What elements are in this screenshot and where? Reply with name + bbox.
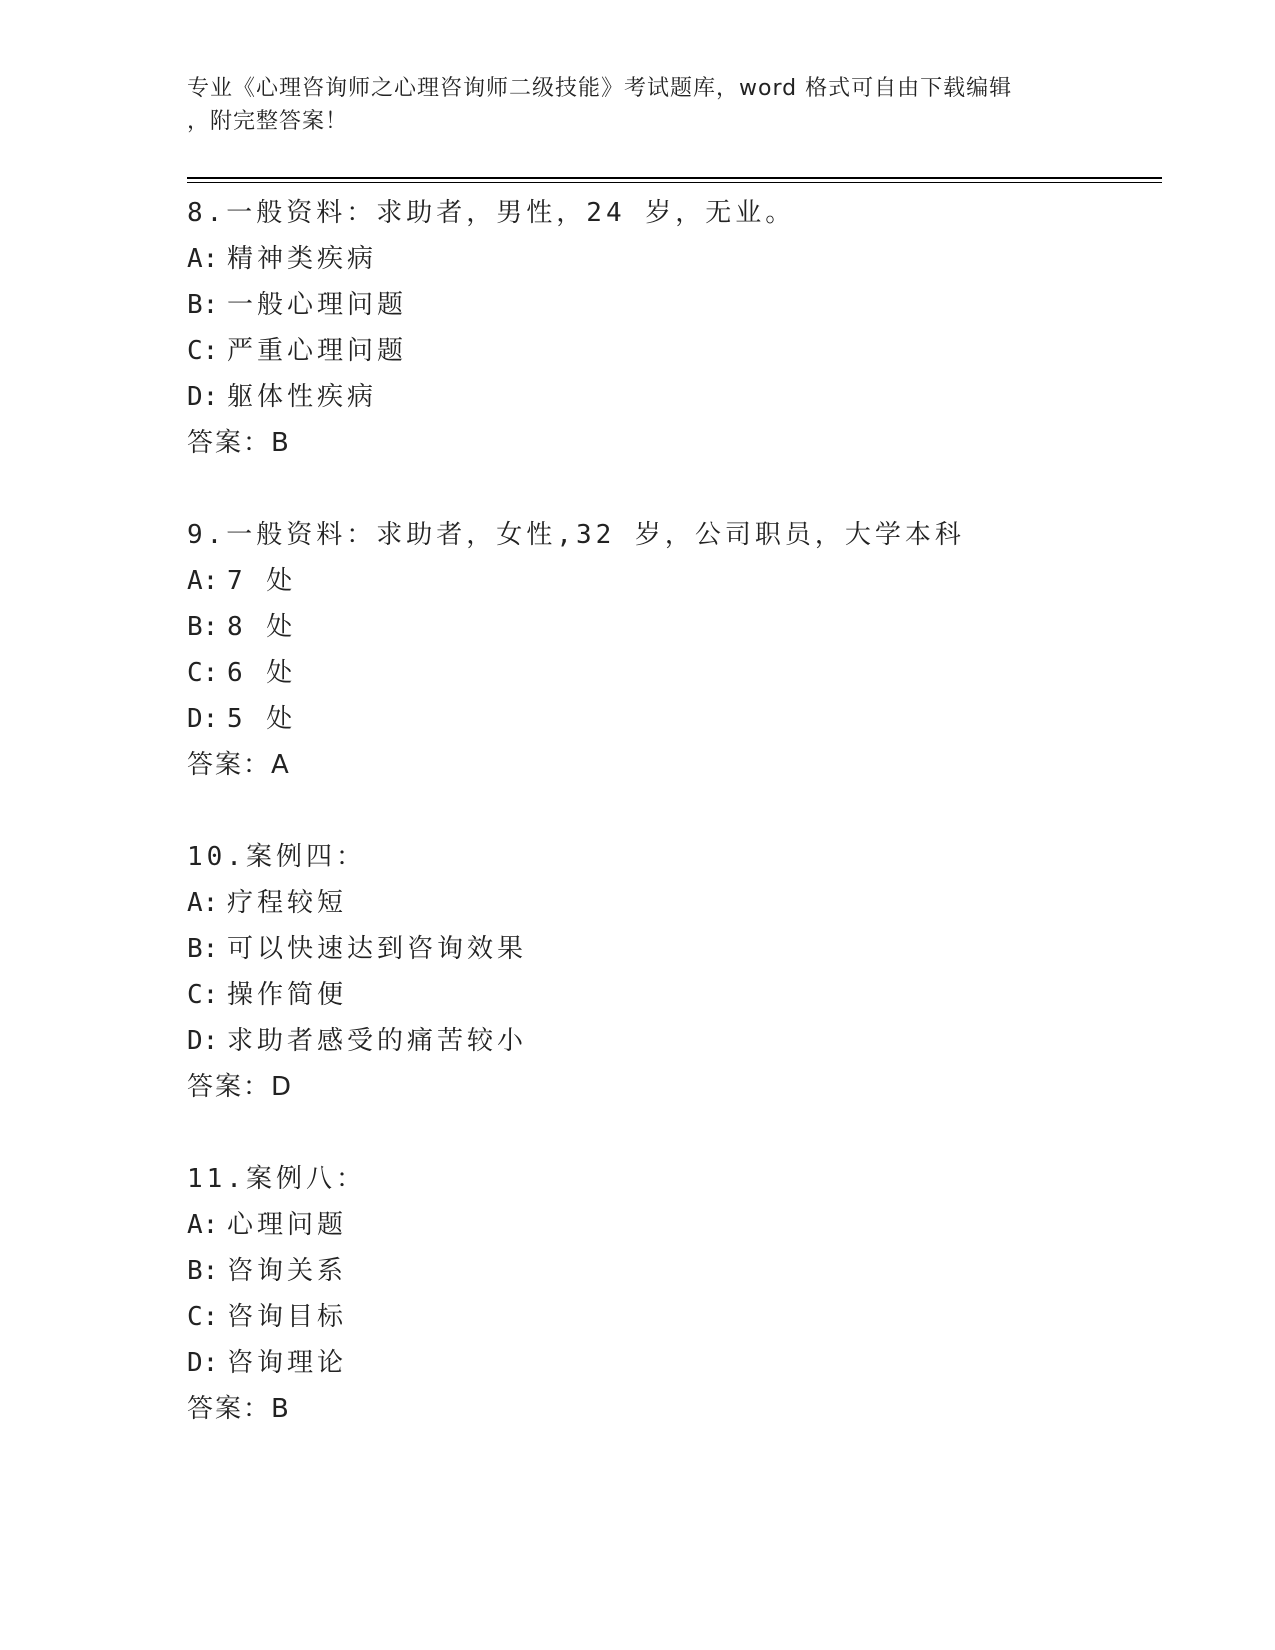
option-letter: B: bbox=[187, 612, 219, 642]
option-c bbox=[187, 328, 1147, 374]
option-letter: B: bbox=[187, 1256, 219, 1286]
option-text: 求助者感受的痛苦较小 bbox=[227, 1026, 528, 1056]
question-10 bbox=[187, 834, 1147, 1110]
option-a bbox=[187, 880, 1147, 926]
document-header bbox=[187, 72, 1087, 138]
option-text: 精神类疾病 bbox=[227, 244, 378, 274]
option-letter: B: bbox=[187, 934, 219, 964]
header-line-1: 专业《心理咨询师之心理咨询师二级技能》考试题库，word 格式可自由下载编辑 bbox=[187, 76, 1013, 101]
answer-line: 答案：B bbox=[187, 1394, 291, 1424]
question-stem: 9.一般资料：求助者，女性,32 岁，公司职员，大学本科 bbox=[187, 520, 965, 550]
option-text: 严重心理问题 bbox=[227, 336, 408, 366]
option-b bbox=[187, 604, 1147, 650]
option-text: 6 处 bbox=[227, 658, 297, 688]
option-text: 可以快速达到咨询效果 bbox=[227, 934, 528, 964]
option-d bbox=[187, 1340, 1147, 1386]
question-stem: 10.案例四： bbox=[187, 842, 366, 872]
header-divider-thick bbox=[187, 177, 1162, 179]
option-text: 一般心理问题 bbox=[227, 290, 408, 320]
option-c bbox=[187, 1294, 1147, 1340]
header-line-2: ，附完整答案！ bbox=[187, 109, 349, 134]
option-letter: B: bbox=[187, 290, 219, 320]
option-a bbox=[187, 1202, 1147, 1248]
option-d bbox=[187, 374, 1147, 420]
option-letter: D: bbox=[187, 1348, 219, 1378]
option-text: 8 处 bbox=[227, 612, 297, 642]
option-letter: A: bbox=[187, 1210, 219, 1240]
option-letter: A: bbox=[187, 244, 219, 274]
answer-line: 答案：A bbox=[187, 750, 291, 780]
option-text: 躯体性疾病 bbox=[227, 382, 378, 412]
option-a bbox=[187, 236, 1147, 282]
header-divider-thin bbox=[187, 182, 1162, 183]
option-text: 疗程较短 bbox=[227, 888, 348, 918]
option-a bbox=[187, 558, 1147, 604]
option-c bbox=[187, 650, 1147, 696]
question-8 bbox=[187, 190, 1147, 466]
option-b bbox=[187, 282, 1147, 328]
option-letter: A: bbox=[187, 888, 219, 918]
option-text: 心理问题 bbox=[227, 1210, 348, 1240]
option-text: 咨询理论 bbox=[227, 1348, 348, 1378]
question-stem: 11.案例八： bbox=[187, 1164, 366, 1194]
option-letter: D: bbox=[187, 1026, 219, 1056]
option-letter: D: bbox=[187, 382, 219, 412]
option-letter: C: bbox=[187, 980, 219, 1010]
option-d bbox=[187, 696, 1147, 742]
question-9 bbox=[187, 512, 1147, 788]
option-letter: D: bbox=[187, 704, 219, 734]
option-text: 7 处 bbox=[227, 566, 297, 596]
option-text: 操作简便 bbox=[227, 980, 348, 1010]
option-letter: C: bbox=[187, 336, 219, 366]
answer-line: 答案：D bbox=[187, 1072, 294, 1102]
option-b bbox=[187, 926, 1147, 972]
option-letter: C: bbox=[187, 1302, 219, 1332]
question-stem: 8.一般资料：求助者，男性，24 岁，无业。 bbox=[187, 198, 796, 228]
option-c bbox=[187, 972, 1147, 1018]
question-11 bbox=[187, 1156, 1147, 1432]
option-d bbox=[187, 1018, 1147, 1064]
option-text: 咨询关系 bbox=[227, 1256, 348, 1286]
question-list bbox=[187, 190, 1147, 1478]
option-letter: A: bbox=[187, 566, 219, 596]
option-text: 5 处 bbox=[227, 704, 297, 734]
option-letter: C: bbox=[187, 658, 219, 688]
option-text: 咨询目标 bbox=[227, 1302, 348, 1332]
answer-line: 答案：B bbox=[187, 428, 291, 458]
option-b bbox=[187, 1248, 1147, 1294]
